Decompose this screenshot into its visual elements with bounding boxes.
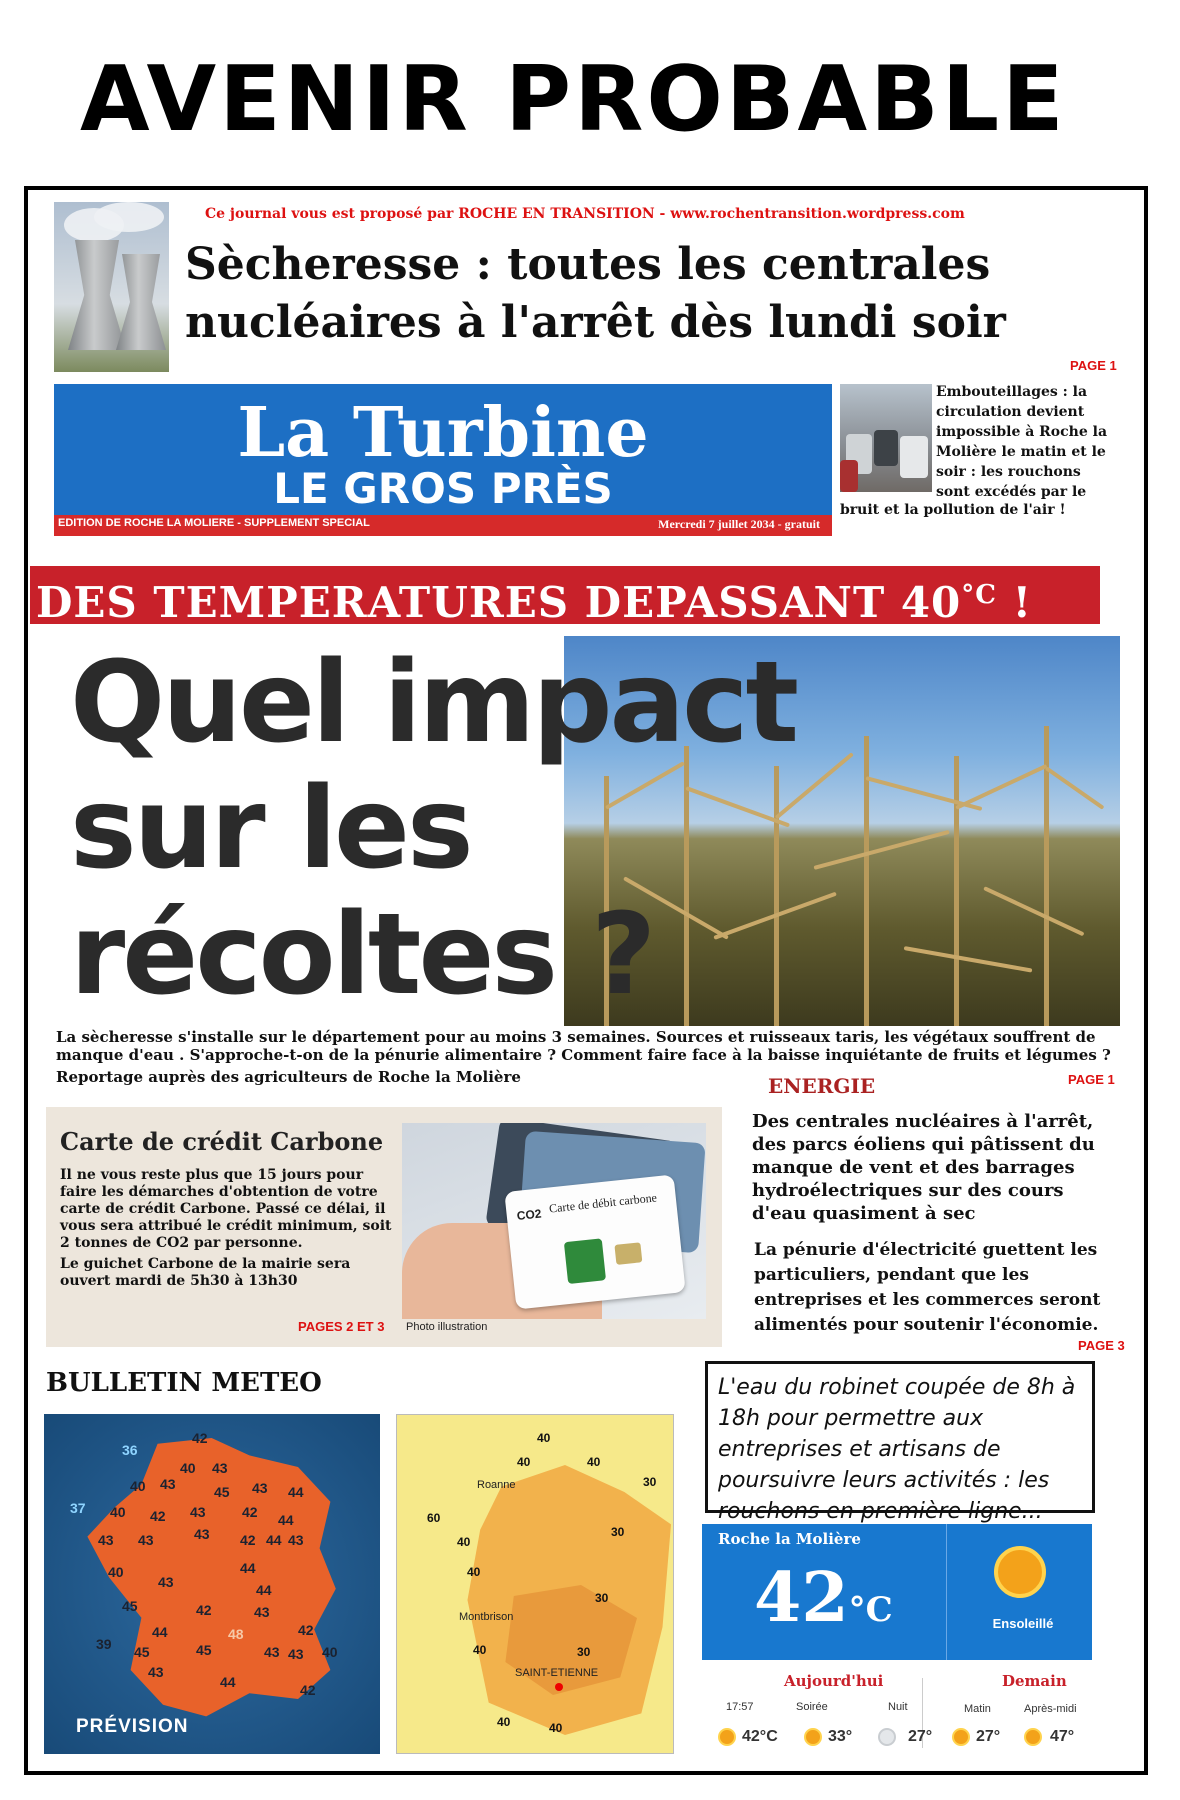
map-value: 45 <box>214 1484 230 1500</box>
sun-icon <box>994 1546 1046 1598</box>
newspaper-subtitle: LE GROS PRÈS <box>273 464 613 513</box>
temperature-headline[interactable] <box>30 566 1100 627</box>
loire-temperature-map <box>396 1414 674 1754</box>
map-value: 42 <box>240 1532 256 1548</box>
sun-icon <box>952 1728 970 1746</box>
map-value: 43 <box>212 1460 228 1476</box>
france-temperature-map <box>44 1414 380 1754</box>
publisher-credit-line: Ce journal vous est proposé par ROCHE EN TRANSITION - www.rochentransition.wordpress.com <box>205 206 965 222</box>
weather-divider <box>946 1524 947 1660</box>
map-value: 43 <box>288 1532 304 1548</box>
crop-impact-headline-line2: sur les <box>70 764 471 894</box>
co2-card-name: Carte de débit carbone <box>548 1190 658 1216</box>
map-value: 44 <box>220 1674 236 1690</box>
map-value: 40 <box>180 1460 196 1476</box>
map-value: 43 <box>148 1664 164 1680</box>
map-value: 42 <box>196 1602 212 1618</box>
isotherm-value: 40 <box>457 1535 471 1549</box>
carbon-card-box[interactable] <box>46 1107 722 1347</box>
map-value: 43 <box>158 1574 174 1590</box>
leaf-logo-icon <box>564 1238 606 1284</box>
isotherm-value: 40 <box>517 1455 531 1469</box>
isotherm-value: 30 <box>595 1591 609 1605</box>
forecast-slot-label: Soirée <box>796 1701 828 1713</box>
weather-location: Roche la Molière <box>718 1530 861 1548</box>
lede-page-ref: PAGE 1 <box>1068 1072 1115 1087</box>
sun-icon <box>718 1728 736 1746</box>
map-value: 44 <box>256 1582 272 1598</box>
forecast-slot-value: 27° <box>908 1728 933 1745</box>
map-value: 39 <box>96 1636 112 1652</box>
energy-section-label: ENERGIE <box>768 1074 876 1098</box>
map-value: 43 <box>194 1526 210 1542</box>
map-value: 42 <box>192 1430 208 1446</box>
today-label: Aujourd'hui <box>784 1672 884 1690</box>
forecast-slot-value: 33° <box>828 1728 853 1745</box>
isotherm-value: 40 <box>473 1643 487 1657</box>
carbon-card-paragraph-2: Le guichet Carbone de la mairie sera ouvert mardi de 5h30 à 13h30 <box>60 1256 351 1289</box>
temperature-headline-suffix: ! <box>996 578 1033 627</box>
water-cut-brief[interactable]: L'eau du robinet coupée de 8h à 18h pour permettre aux entreprises et artisans de poursuivre leurs activités : les rouchons en première ligne... <box>705 1361 1095 1513</box>
forecast-slot-value: 27° <box>976 1728 1001 1745</box>
isotherm-value: 40 <box>587 1455 601 1469</box>
isotherm-value: 60 <box>427 1511 441 1525</box>
drought-headline-line1: Sècheresse : toutes les centrales <box>185 239 991 290</box>
cooling-tower-photo <box>54 202 169 372</box>
sun-icon <box>804 1728 822 1746</box>
map-value: 44 <box>288 1484 304 1500</box>
map-value: 40 <box>130 1478 146 1494</box>
forecast-slot-label: Matin <box>964 1703 991 1715</box>
town-saint-etienne: SAINT-ETIENNE <box>515 1667 599 1679</box>
isotherm-value: 30 <box>611 1525 625 1539</box>
drought-headline[interactable] <box>185 236 1135 356</box>
map-value: 44 <box>240 1560 256 1576</box>
tomorrow-label: Demain <box>1002 1672 1067 1690</box>
energy-page-ref: PAGE 3 <box>1078 1338 1125 1353</box>
current-temperature-value: 42 <box>754 1558 849 1638</box>
map-value: 45 <box>134 1644 150 1660</box>
carbon-card-title: Carte de crédit Carbone <box>60 1127 384 1156</box>
forecast-slot-value: 47° <box>1050 1728 1075 1745</box>
card-chip-icon <box>614 1242 642 1265</box>
isotherm-value: 40 <box>497 1715 511 1729</box>
map-value: 37 <box>70 1500 86 1516</box>
map-value: 36 <box>122 1442 138 1458</box>
temperature-headline-text: DES TEMPERATURES DEPASSANT 40 <box>36 578 962 627</box>
traffic-brief-tail: bruit et la pollution de l'air ! <box>840 502 1066 518</box>
forecast-slot-label: Nuit <box>888 1701 908 1713</box>
co2-card-label: CO2 <box>516 1206 543 1223</box>
map-value: 45 <box>196 1642 212 1658</box>
saint-etienne-marker <box>555 1683 563 1691</box>
map-value: 42 <box>298 1622 314 1638</box>
carbon-card-text <box>60 1167 395 1290</box>
report-subline: Reportage auprès des agriculteurs de Roche la Molière <box>56 1068 521 1086</box>
map-value: 42 <box>242 1504 258 1520</box>
isotherm-value: 40 <box>467 1565 481 1579</box>
carbon-card-photo <box>402 1123 706 1319</box>
drought-lede: La sècheresse s'installe sur le département pour au moins 3 semaines. Sources et ruisseaux taris, les végétaux souffrent de manque d'eau . S'approche-t-on de la pénurie alimentaire ? Comment faire face à la baisse inquiétante de fruits et légumes ? <box>56 1028 1111 1064</box>
map-value: 45 <box>122 1598 138 1614</box>
map-value: 43 <box>288 1646 304 1662</box>
traffic-jam-photo <box>840 384 932 492</box>
map-value: 43 <box>190 1504 206 1520</box>
forecast-slot-value: 42°C <box>742 1728 778 1745</box>
map-value: 43 <box>138 1532 154 1548</box>
drought-headline-line2: nucléaires à l'arrêt dès lundi soir <box>185 297 1006 348</box>
forecast-slot-label: Après-midi <box>1024 1703 1077 1715</box>
weather-bulletin-title: BULLETIN METEO <box>46 1368 322 1398</box>
map-value: 44 <box>278 1512 294 1528</box>
forecast-slot-label: 17:57 <box>726 1701 754 1713</box>
crop-impact-headline-line3: récoltes ? <box>70 890 654 1020</box>
newspaper-name: La Turbine <box>237 393 649 473</box>
map-value: 43 <box>254 1604 270 1620</box>
carbon-page-ref: PAGES 2 ET 3 <box>298 1319 385 1334</box>
newspaper-banner <box>54 384 832 536</box>
map-value: 43 <box>98 1532 114 1548</box>
moon-icon <box>878 1728 896 1746</box>
isotherm-value: 40 <box>549 1721 563 1735</box>
forecast-label: PRÉVISION <box>76 1716 189 1737</box>
photo-caption: Photo illustration <box>406 1321 488 1333</box>
drought-page-ref: PAGE 1 <box>1070 358 1117 373</box>
map-value: 40 <box>322 1644 338 1660</box>
crop-impact-headline-line1: Quel impact <box>70 638 797 768</box>
current-temperature <box>754 1558 893 1650</box>
map-value: 43 <box>252 1480 268 1496</box>
sun-icon <box>1024 1728 1042 1746</box>
map-value: 48 <box>228 1626 244 1642</box>
energy-headline[interactable]: Des centrales nucléaires à l'arrêt, des parcs éoliens qui pâtissent du manque de vent et des barrages hydroélectriques sur des cours d'eau quasiment à sec <box>752 1111 1095 1224</box>
map-value: 42 <box>150 1508 166 1524</box>
map-value: 44 <box>266 1532 282 1548</box>
newspaper-masthead-title: AVENIR PROBABLE <box>80 47 1067 152</box>
sky-condition: Ensoleillé <box>992 1616 1054 1631</box>
isotherm-value: 30 <box>643 1475 657 1489</box>
current-weather-card[interactable] <box>702 1524 1092 1660</box>
map-value: 40 <box>108 1564 124 1580</box>
town-montbrison: Montbrison <box>459 1611 514 1623</box>
map-value: 43 <box>264 1644 280 1660</box>
co2-debit-card <box>504 1174 685 1309</box>
crop-impact-headline[interactable] <box>70 638 797 1020</box>
carbon-card-paragraph-1: Il ne vous reste plus que 15 jours pour faire les démarches d'obtention de votre carte de crédit Carbone. Passé ce délai, il vous sera attribué le crédit minimum, soit 2 tonnes de CO2 par personne. <box>60 1167 392 1251</box>
town-roanne: Roanne <box>477 1479 516 1491</box>
banner-info-bar <box>54 515 832 536</box>
temperature-unit: °C <box>961 580 997 610</box>
isotherm-value: 30 <box>577 1645 591 1659</box>
isotherm-value: 40 <box>537 1431 551 1445</box>
edition-label: EDITION DE ROCHE LA MOLIERE - SUPPLEMENT SPECIAL <box>58 517 370 529</box>
map-value: 40 <box>110 1504 126 1520</box>
temperature-unit: °C <box>848 1590 893 1630</box>
map-value: 42 <box>300 1682 316 1698</box>
traffic-brief[interactable]: Embouteillages : la circulation devient impossible à Roche la Molière le matin et le soir : les rouchons sont excédés par le <box>936 384 1108 500</box>
energy-body: La pénurie d'électricité guettent les particuliers, pendant que les entreprises et les commerces seront alimentés pour soutenir l'économie. <box>754 1240 1101 1335</box>
map-value: 43 <box>160 1476 176 1492</box>
map-value: 44 <box>152 1624 168 1640</box>
issue-date: Mercredi 7 juillet 2034 - gratuit <box>658 517 820 531</box>
